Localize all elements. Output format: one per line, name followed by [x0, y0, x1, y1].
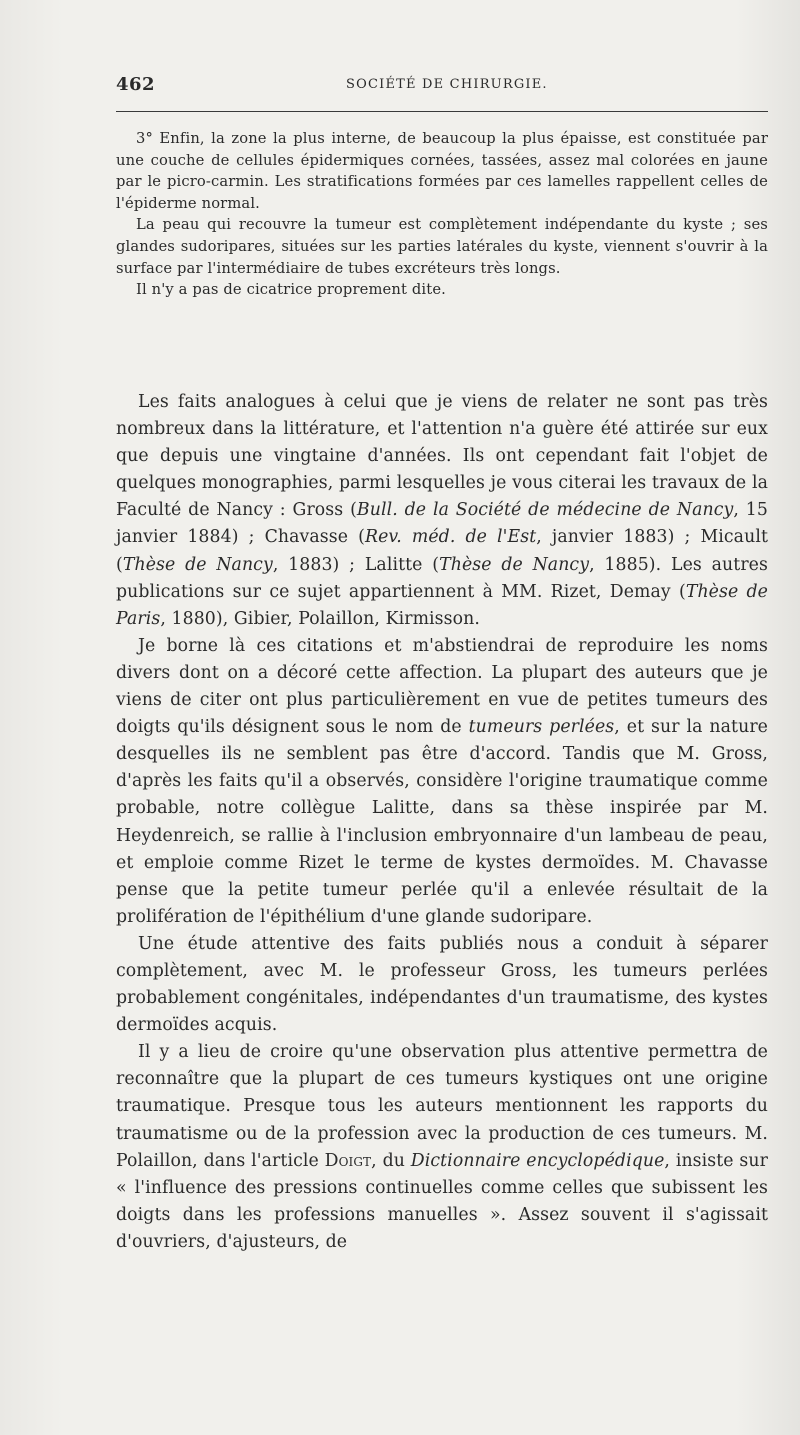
citation-title: Thèse de Paris — [116, 581, 769, 629]
page-number: 462 — [116, 74, 156, 95]
header-rule — [116, 111, 768, 112]
article-name: Doigt — [324, 1150, 372, 1171]
citation-title: Thèse de Nancy — [439, 554, 590, 575]
body-text-section — [116, 389, 768, 1256]
paragraph-traumatic-origin: Il y a lieu de croire qu'une observation plus attentive permettra de reconnaître que la plupart de ces tumeurs kystiques ont une origine traumatique. Presque tous les auteurs mentionnent les rapports du traumatisme ou de la profession avec la production de ces tumeurs. M. Polaillon, dans l'article Doigt, du Dictionnaire encyclopédique, insiste sur « l'influence des pressions continuelles comme celles que subissent les doigts dans les professions manuelles ». Assez souvent il s'agissait d'ouvriers, d'ajusteurs, de — [116, 1042, 768, 1252]
page-header — [116, 70, 766, 96]
citation-title: Dictionnaire encyclopédique — [410, 1150, 665, 1171]
paragraph: La peau qui recouvre la tumeur est complètement indépendante du kyste ; ses glandes sudoripares, situées sur les parties latérales du kyste, viennent s'ouvrir à la surface par l'intermédiaire de tubes excréteurs très longs. — [116, 216, 768, 277]
paragraph: Il n'y a pas de cicatrice proprement dite. — [136, 281, 446, 299]
small-print-section — [116, 128, 768, 301]
paragraph-citations: Je borne là ces citations et m'abstiendrai de reproduire les noms divers dont on a décoré cette affection. La plupart des auteurs que je viens de citer ont plus particulièrement en vue de petites tumeurs des doigts qu'ils désignent sous le nom de tumeurs perlées, et sur la nature desquelles ils ne semblent pas être d'accord. Tandis que M. Gross, d'après les faits qu'il a observés, considère l'origine traumatique comme probable, notre collègue Lalitte, dans sa thèse inspirée par M. Heydenreich, se rallie à l'inclusion embryonnaire d'un lambeau de peau, et emploie comme Rizet le terme de kystes dermoïdes. M. Chavasse pense que la petite tumeur perlée qu'il a enlevée résultait de la prolifération de l'épithélium d'une glande sudoripare. — [116, 635, 769, 927]
running-head: SOCIÉTÉ DE CHIRURGIE. — [346, 77, 548, 92]
paragraph: 3° Enfin, la zone la plus interne, de beaucoup la plus épaisse, est constituée par une couche de cellules épidermiques cornées, tassées, assez mal colorées en jaune par le picro-carmin. Les stratifications formées par ces lamelles rappellent celles de l'épiderme normal. — [116, 130, 768, 212]
citation-title: Rev. méd. de l'Est — [364, 527, 537, 548]
citation-title: Thèse de Nancy — [122, 554, 273, 575]
emphasis-term: tumeurs perlées — [468, 717, 615, 738]
paragraph-study: Une étude attentive des faits publiés nous a conduit à séparer complètement, avec M. le professeur Gross, les tumeurs perlées probablement congénitales, indépendantes d'un traumatisme, des kystes dermoïdes acquis. — [116, 933, 768, 1036]
paragraph-literature: Les faits analogues à celui que je viens de relater ne sont pas très nombreux dans la littérature, et l'attention n'a guère été attirée sur eux que depuis une vingtaine d'années. Ils ont cependant fait l'objet de quelques monographies, parmi lesquelles je vous citerai les travaux de la Faculté de Nancy : Gross (Bull. de la Société de médecine de Nancy, 15 janvier 1884) ; Chavasse (Rev. méd. de l'Est, janvier 1883) ; Micault (Thèse de Nancy, 1883) ; Lalitte (Thèse de Nancy, 1885). Les autres publications sur ce sujet appartiennent à MM. Rizet, Demay (Thèse de Paris, 1880), Gibier, Polaillon, Kirmisson. — [116, 392, 769, 629]
citation-title: Bull. de la Société de médecine de Nancy — [356, 500, 734, 521]
